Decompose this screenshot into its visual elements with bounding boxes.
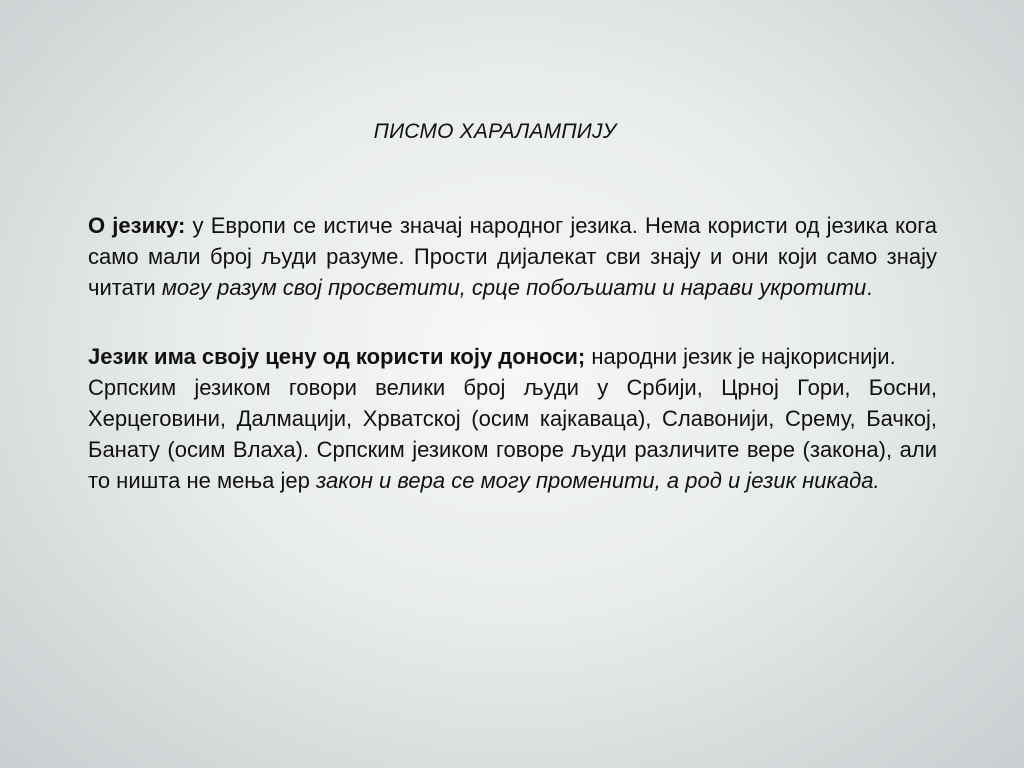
paragraph-text-end: .	[866, 275, 873, 300]
paragraph-heading: Језик има своју цену од користи коју доноси;	[88, 344, 586, 369]
paragraph-text: народни језик је најкориснији.	[585, 344, 896, 369]
paragraph-italic-text: могу разум свој просветити, срце побољшати и нарави укротити	[161, 275, 867, 300]
paragraph-text: Српским језиком говори велики број људи у Србији, Црној Гори, Босни, Херцеговини, Далмацији, Хрватској (осим кајкаваца), Славонији, Срему, Бачкој, Банату (осим Влаха). Српским језиком говоре људи различите вере (закона), али то ништа не мења јер	[88, 375, 937, 493]
paragraph-italic-text: закон и вера се могу променити, а род и језик никада.	[316, 468, 880, 493]
paragraph-heading: О језику:	[88, 213, 186, 238]
paragraph-serbian-speakers	[88, 372, 937, 496]
paragraph-language-value	[88, 341, 937, 372]
slide-title: ПИСМО ХАРАЛАМПИЈУ	[373, 120, 617, 143]
slide-body	[88, 210, 937, 496]
paragraph-text: у Европи се истиче значај народног језика. Нема користи од језика кога само мали број људи разуме. Прости дијалекат сви знају и они који само знају читати	[88, 213, 937, 300]
paragraph-about-language	[88, 210, 937, 303]
